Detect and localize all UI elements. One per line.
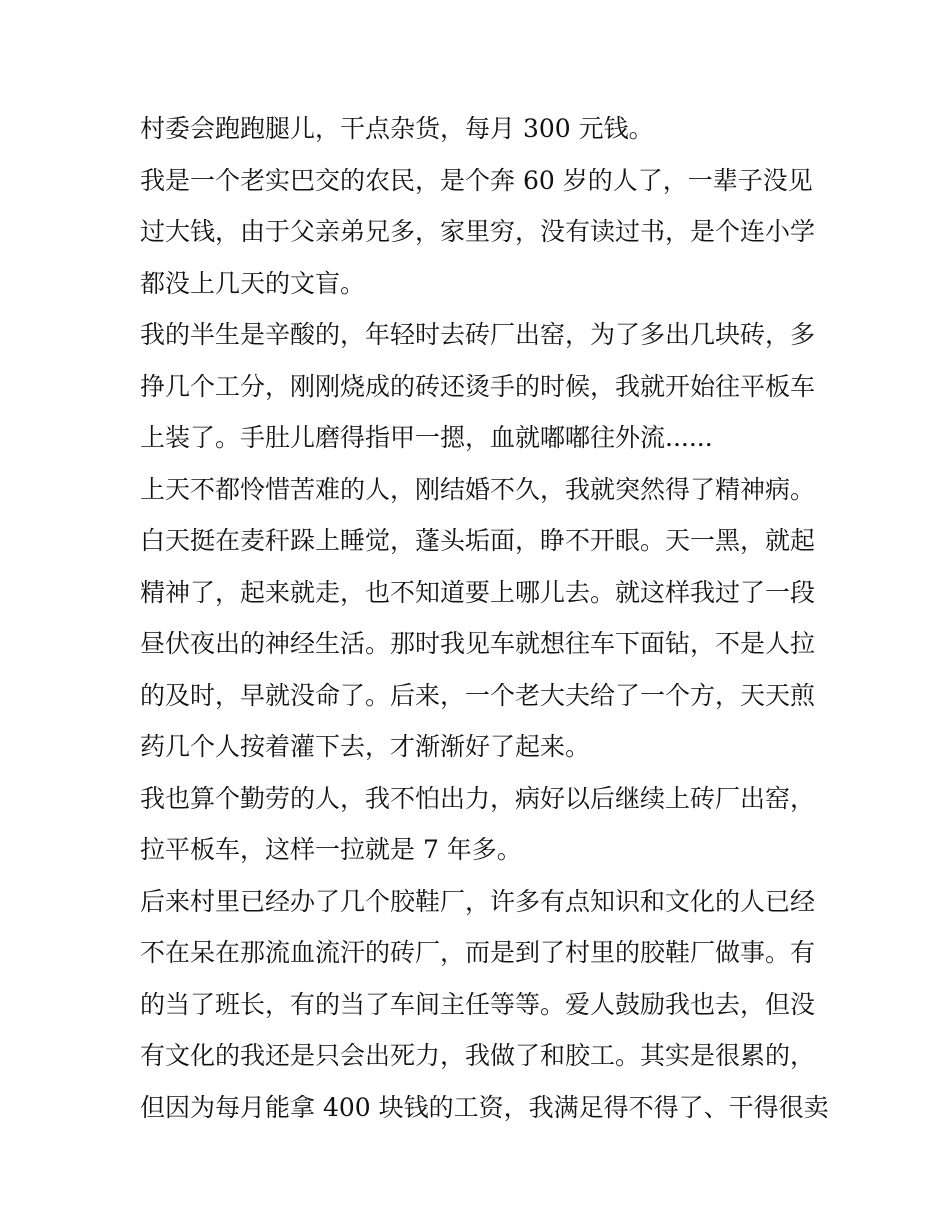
- text-line: 白天挺在麦秆跺上睡觉，蓬头垢面，睁不开眼。天一黑，就起: [140, 526, 816, 555]
- text-line: 的及时，早就没命了。后来，一个老大夫给了一个方，天天煎: [140, 680, 816, 710]
- text-line: 昼伏夜出的神经生活。那时我见车就想往车下面钻，不是人拉: [140, 629, 816, 658]
- text-line: 精神了，起来就走，也不知道要上哪儿去。就这样我过了一段: [140, 577, 816, 607]
- text-line: 但因为每月能拿 400 块钱的工资，我满足得不得了、干得很卖: [140, 1092, 829, 1122]
- text-line: 我也算个勤劳的人，我不怕出力，病好以后继续上砖厂出窑，: [140, 783, 816, 813]
- text-line: 不在呆在那流血流汗的砖厂，而是到了村里的胶鞋厂做事。有: [140, 938, 816, 967]
- text-line: 后来村里已经办了几个胶鞋厂，许多有点知识和文化的人已经: [140, 886, 816, 916]
- text-line: 上天不都怜惜苦难的人，刚结婚不久，我就突然得了精神病。: [140, 474, 816, 504]
- text-line: 我的半生是辛酸的，年轻时去砖厂出窑，为了多出几块砖，多: [140, 320, 816, 349]
- text-line: 的当了班长，有的当了车间主任等等。爱人鼓励我也去，但没: [140, 989, 816, 1019]
- document-page: [140, 103, 830, 1133]
- text-line: 拉平板车，这样一拉就是 7 年多。: [140, 835, 522, 864]
- text-line: 过大钱，由于父亲弟兄多，家里穷，没有读过书，是个连小学: [140, 217, 816, 246]
- text-line: 都没上几天的文盲。: [140, 268, 366, 298]
- text-line: 挣几个工分，刚刚烧成的砖还烫手的时候，我就开始往平板车: [140, 371, 816, 401]
- text-line: 我是一个老实巴交的农民，是个奔 60 岁的人了，一辈子没见: [140, 165, 813, 195]
- text-line: 村委会跑跑腿儿，干点杂货，每月 300 元钱。: [140, 114, 654, 143]
- text-line: 药几个人按着灌下去，才渐渐好了起来。: [140, 732, 591, 761]
- text-line: 上装了。手肚儿磨得指甲一摁，血就嘟嘟往外流......: [140, 423, 713, 452]
- text-line: 有文化的我还是只会出死力，我做了和胶工。其实是很累的，: [140, 1041, 816, 1070]
